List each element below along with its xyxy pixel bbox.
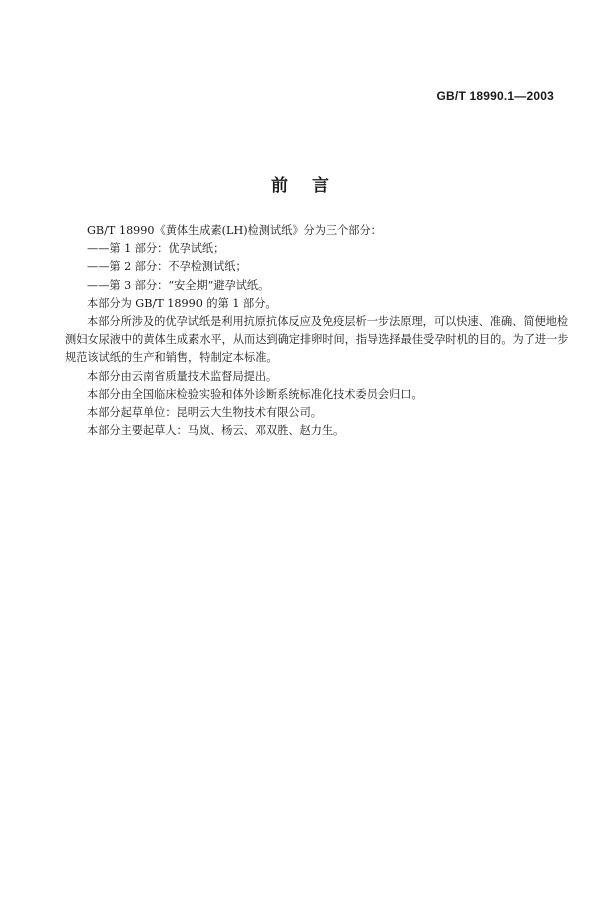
list-item-part-2: ——第 2 部分：不孕检测试纸； xyxy=(87,260,247,274)
standard-code: GB/T 18990.1—2003 xyxy=(436,89,554,103)
purpose-paragraph-line-2: 测妇女尿液中的黄体生成素水平，从而达到确定排卵时间，指导选择最佳受孕时机的目的。为了进一步 xyxy=(65,333,569,347)
intro-line: GB/T 18990《黄体生成素(LH)检测试纸》分为三个部分： xyxy=(87,224,382,237)
proposer-line: 本部分由云南省质量技术监督局提出。 xyxy=(87,369,278,383)
page-title xyxy=(0,171,600,196)
page-title-part-1: 前 xyxy=(271,176,288,196)
drafting-unit-line: 本部分起草单位：昆明云大生物技术有限公司。 xyxy=(87,405,322,419)
list-item-part-3: ——第 3 部分：“安全期”避孕试纸。 xyxy=(87,278,270,292)
purpose-paragraph-line-3: 规范该试纸的生产和销售，特制定本标准。 xyxy=(65,351,278,365)
committee-line: 本部分由全国临床检验实验和体外诊断系统标准化技术委员会归口。 xyxy=(87,387,423,401)
drafters-line: 本部分主要起草人：马岚、杨云、邓双胜、赵力生。 xyxy=(87,424,345,438)
scope-line: 本部分为 GB/T 18990 的第 1 部分。 xyxy=(87,296,277,310)
document-body xyxy=(65,222,569,440)
list-item-part-1: ——第 1 部分：优孕试纸； xyxy=(87,242,225,256)
purpose-paragraph-line-1: 本部分所涉及的优孕试纸是利用抗原抗体反应及免疫层析一步法原理，可以快速、准确、简便地检 xyxy=(87,314,569,328)
page-title-part-2: 言 xyxy=(312,176,329,196)
